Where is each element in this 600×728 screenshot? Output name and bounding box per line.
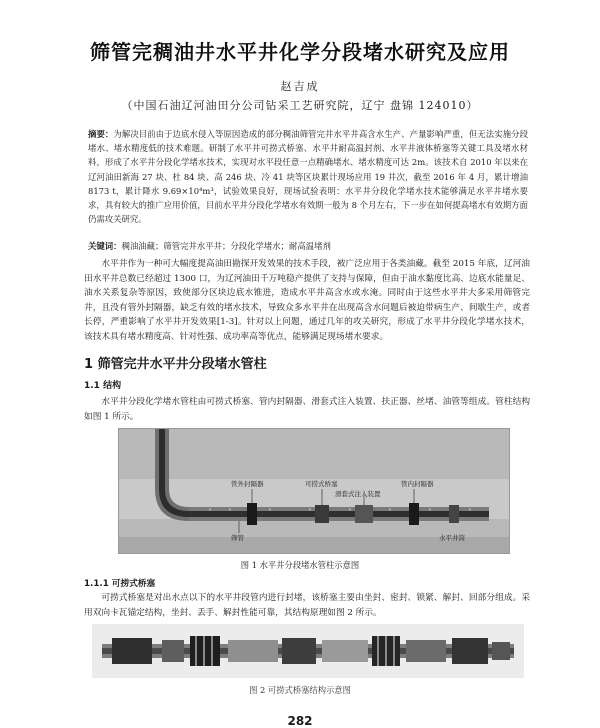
abstract-label: 摘要： (88, 129, 114, 139)
figure-1-string-diagram (118, 428, 510, 554)
retrievable-bridge-plug (315, 505, 329, 523)
abstract (88, 127, 528, 226)
external-packer-1 (247, 503, 257, 525)
intro-paragraph: 水平井作为一种可大幅度提高油田勘探开发效果的技术手段，被广泛应用于各类油藏。截至 2015 年底，辽河油田水平井总数已经超过 1300 口，为辽河油田千万吨稳产提供了支持与保障，但由于油水黏度比高、边底水能量足、油水关系复杂等原因，致使部分区块边底水锥进，造成水平井高含水或水淹。同时由于这些水平井大多采用筛管完井，且没有管外封隔器，缺乏有效的堵水技术，导致众多水平井在出现高含水问题后被迫带病生产、间歇生产，或者长停，严重影响了水平井开发效果[1-3]。针对以上问题，通过几年的攻关研究，形成了水平井分段化学堵水技术，该技术具有堵水精度高、针对性强、成功率高等优点，能够满足现场堵水要求。 (84, 259, 530, 342)
fig1-label-wellbore: 水平井筒 (439, 534, 465, 542)
external-packer-2 (409, 503, 419, 525)
figure-2-bridge-plug-diagram (92, 624, 524, 678)
figure-2-caption: 图 2 可捞式桥塞结构示意图 (249, 685, 351, 695)
author: 赵吉成 (280, 80, 320, 93)
figure-1-caption: 图 1 水平井分段堵水管柱示意图 (240, 560, 360, 570)
fig1-label-sleeve-injector: 滑套式注入装置 (335, 490, 381, 498)
section-1-1-1-text: 可捞式桥塞是对出水点以下的水平井段管内进行封堵，该桥塞主要由坐封、密封、锁紧、解封、回部分组成。采用双向卡瓦锚定结构，坐封、丢手、解封性能可靠，其结构原理如图 2 所示。 (84, 593, 530, 618)
section-1-1-text: 水平井分段化学堵水管柱由可捞式桥塞、管内封隔器、滑套式注入装置、扶正器、丝堵、油管等组成。管柱结构如图 1 所示。 (84, 397, 530, 422)
sliding-sleeve-injector (355, 505, 373, 523)
internal-packer (449, 505, 459, 523)
section-1-heading: 1 筛管完井水平井分段堵水管柱 (84, 357, 267, 372)
keywords (88, 240, 528, 253)
fig1-label-screen: 筛管 (231, 534, 244, 542)
paper-title: 筛管完稠油井水平井化学分段堵水研究及应用 (90, 40, 510, 64)
page-number: 282 (287, 714, 313, 728)
affiliation: （中国石油辽河油田分公司钻采工艺研究院，辽宁 盘锦 124010） (121, 99, 479, 112)
keywords-text: 稠油油藏；筛管完井水平井；分段化学堵水；耐高温堵剂 (121, 241, 331, 251)
abstract-text: 为解决目前由于边底水侵入等原因造成的部分稠油筛管完井水平井高含水生产、产量影响严重，但无法实施分段堵水、堵水精度低的技术难题。研制了水平井可捞式桥塞、水平井耐高温封剂、水平井液体桥塞等关键工具及堵水材料，形成了水平井分段化学堵水技术，实现对水平段任意一点精确堵水、堵水精度可达 2m。该技术自 2010 年以来在辽河油田新海 27 块、杜 84 块、高 246 块、冷 41 块等区块累计现场应用 19 井次，截至 2016 年 4 月，累计增油 8173 t，累计降水 9.69×10⁴m³，试验效果良好，现场试验表明：水平井分段化学堵水技术能够满足水平井堵水要求，具有较大的推广应用价值，目前水平井分段化学堵水有效期一般为 8 个月左右，下一步在如何提高堵水有效期方面仍需攻关研究。 (88, 129, 528, 225)
fig1-label-bridge-plug: 可捞式桥塞 (305, 480, 338, 488)
keywords-label: 关键词： (88, 241, 122, 251)
fig1-label-external-packer: 管外封隔器 (231, 480, 264, 488)
section-1-1-1-heading: 1.1.1 可捞式桥塞 (84, 579, 156, 589)
section-1-1-heading: 1.1 结构 (84, 381, 122, 391)
fig1-label-internal-packer: 管内封隔器 (401, 480, 434, 488)
